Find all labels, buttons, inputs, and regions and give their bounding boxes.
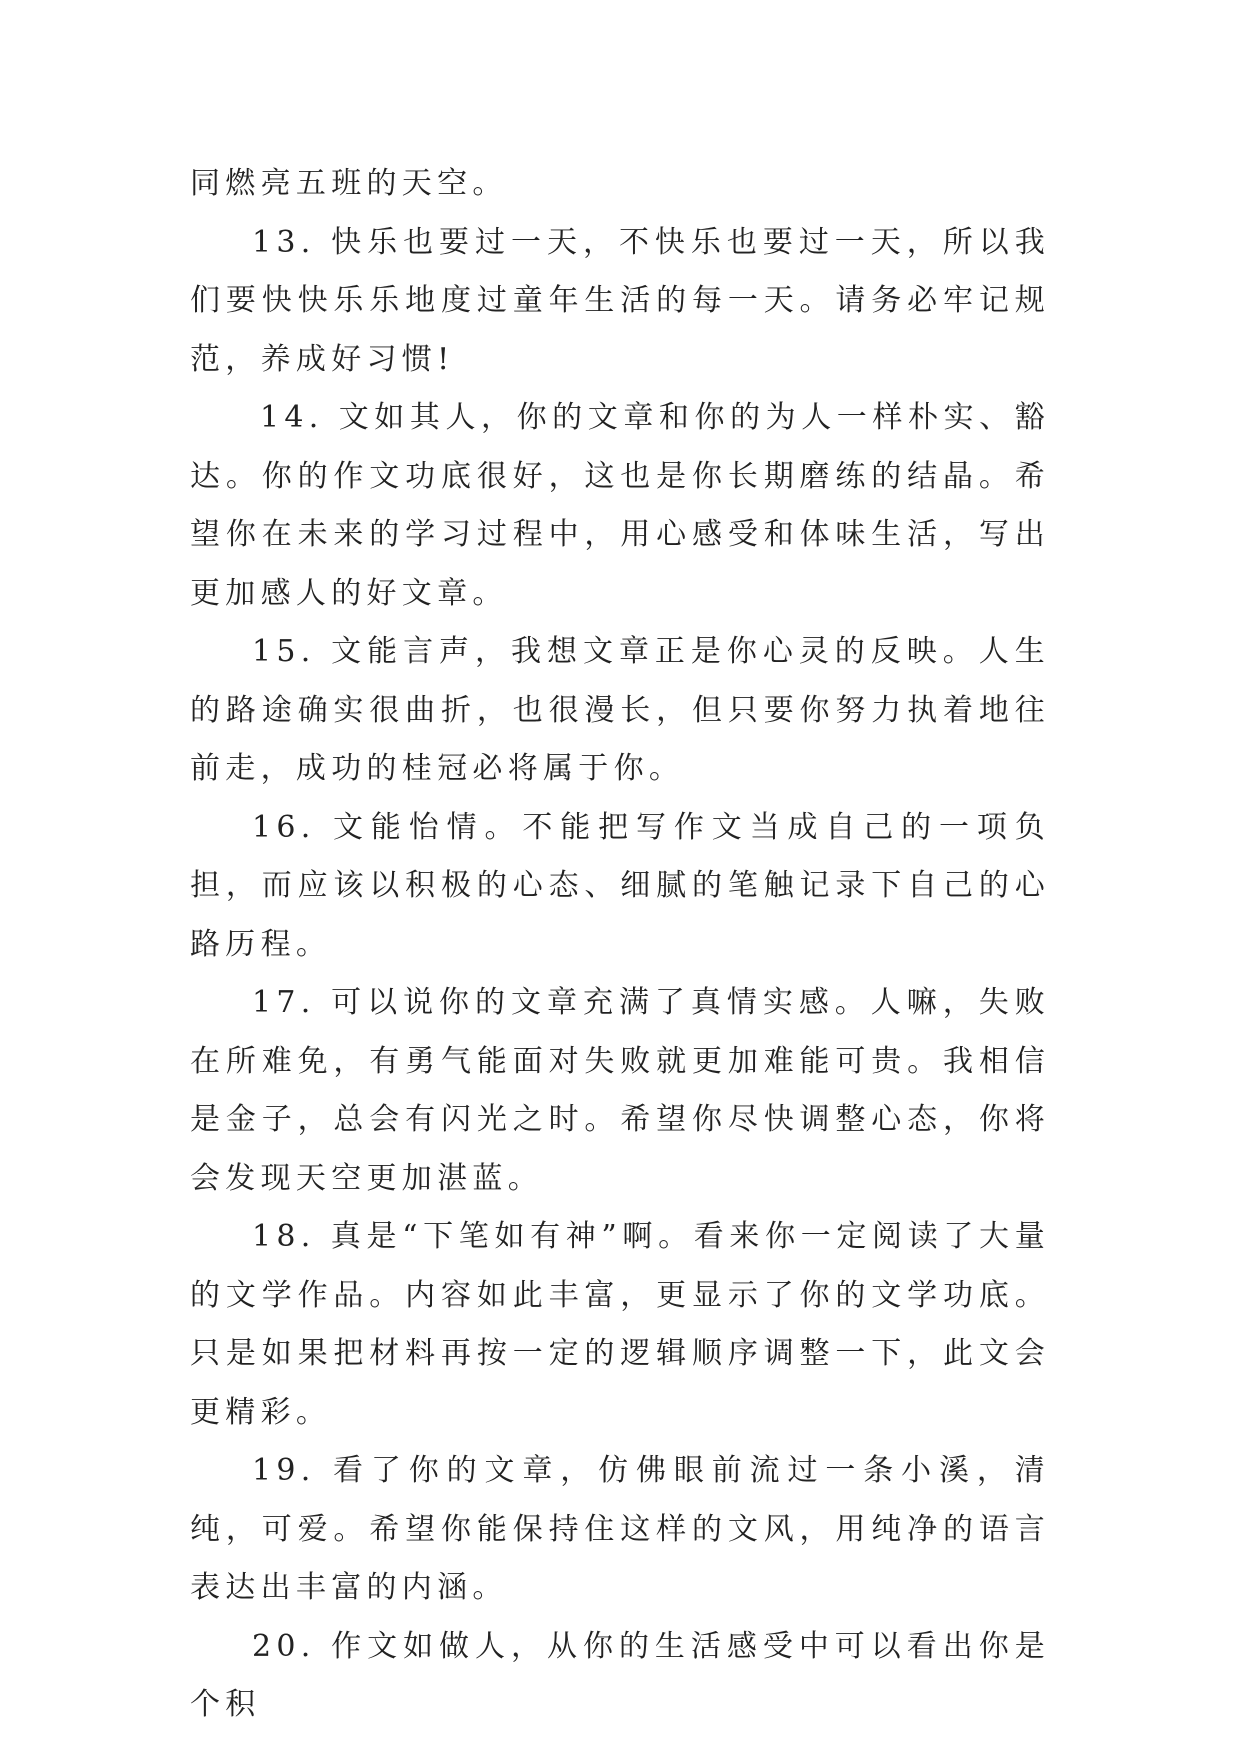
paragraph-14: 14. 文如其人，你的文章和你的为人一样朴实、豁达。你的作文功底很好，这也是你长期磨练的结晶。希望你在未来的学习过程中，用心感受和体味生活，写出更加感人的好文章。 (190, 400, 1050, 611)
paragraph-16: 16. 文能怡情。不能把写作文当成自己的一项负担，而应该以积极的心态、细腻的笔触记录下自己的心路历程。 (190, 809, 1050, 962)
paragraph-18: 18. 真是“下笔如有神”啊。看来你一定阅读了大量的文学作品。内容如此丰富，更显示了你的文学功底。只是如果把材料再按一定的逻辑顺序调整一下，此文会更精彩。 (190, 1219, 1050, 1430)
paragraph-20: 20. 作文如做人，从你的生活感受中可以看出你是个积 (190, 1628, 1050, 1722)
paragraph-17: 17. 可以说你的文章充满了真情实感。人嘛，失败在所难免，有勇气能面对失败就更加难能可贵。我相信是金子，总会有闪光之时。希望你尽快调整心态，你将会发现天空更加湛蓝。 (190, 985, 1050, 1196)
document-body (190, 155, 1050, 1735)
paragraph-19: 19. 看了你的文章，仿佛眼前流过一条小溪，清纯，可爱。希望你能保持住这样的文风，用纯净的语言表达出丰富的内涵。 (190, 1453, 1050, 1605)
paragraph-continuation: 同燃亮五班的天空。 (190, 166, 508, 201)
paragraph-13: 13. 快乐也要过一天，不快乐也要过一天，所以我们要快快乐乐地度过童年生活的每一天。请务必牢记规范，养成好习惯! (190, 224, 1050, 377)
paragraph-15: 15. 文能言声，我想文章正是你心灵的反映。人生的路途确实很曲折，也很漫长，但只要你努力执着地往前走，成功的桂冠必将属于你。 (190, 634, 1050, 786)
